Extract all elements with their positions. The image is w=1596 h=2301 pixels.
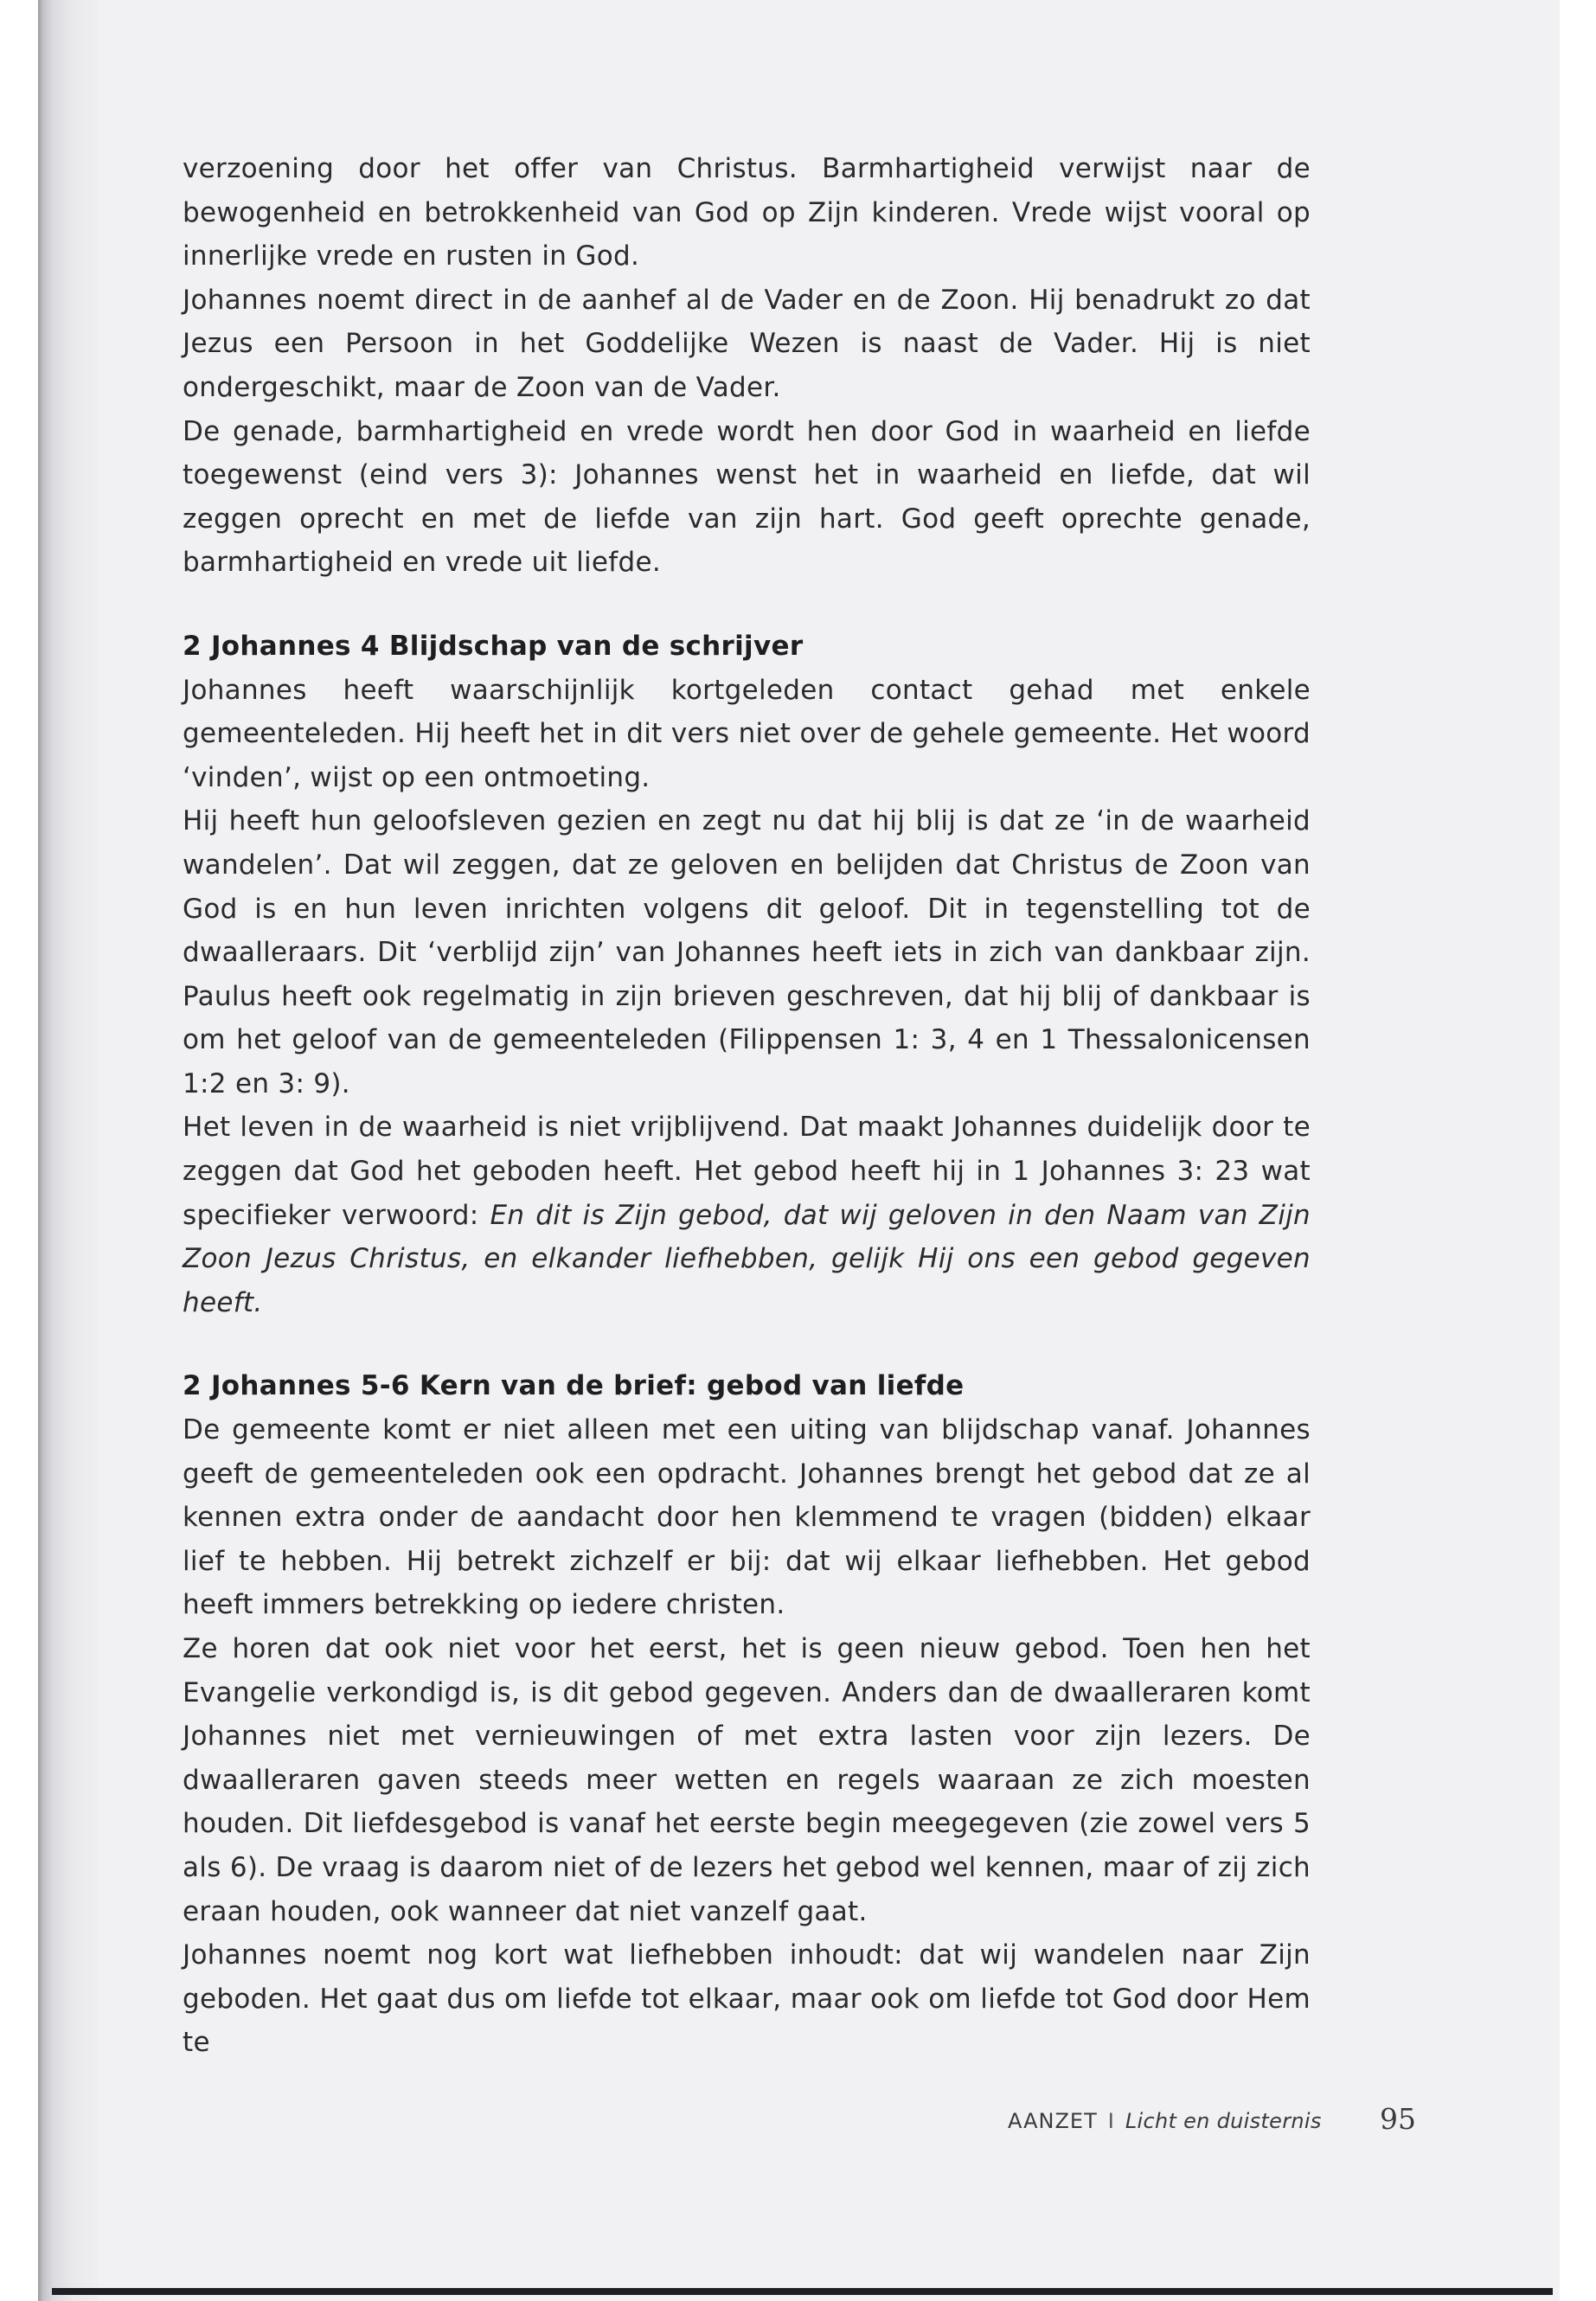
paragraph: Johannes noemt direct in de aanhef al de Vader en de Zoon. Hij benadrukt zo dat Jezus een Persoon in het Goddelijke Wezen is naast de Vader. Hij is niet ondergeschikt, maar de Zoon van de Vader. bbox=[183, 284, 1311, 403]
book-title: AANZET bbox=[1008, 2109, 1098, 2133]
scan-left-margin bbox=[0, 0, 38, 2301]
chapter-title: Licht en duisternis bbox=[1125, 2109, 1322, 2133]
paragraph: Ze horen dat ook niet voor het eerst, het is geen nieuw gebod. Toen hen het Evangelie verkondigd is, is dit gebod gegeven. Anders dan de dwaalleraren komt Johannes niet met vernieuwingen of met extra lasten voor zijn lezers. De dwaalleraren gaven steeds meer wetten en regels waaraan ze zich moesten houden. Dit liefdesgebod is vanaf het eerste begin meegegeven (zie zowel vers 5 als 6). De vraag is daarom niet of de lezers het gebod wel kennen, maar of zij zich eraan houden, ook wanneer dat niet vanzelf gaat. bbox=[183, 1633, 1311, 1927]
page-footer bbox=[1008, 2102, 1423, 2145]
scan-right-margin bbox=[1560, 0, 1596, 2301]
section-heading: 2 Johannes 4 Blijdschap van de schrijver bbox=[183, 630, 804, 662]
scan-bottom-edge bbox=[52, 2288, 1553, 2295]
book-binding-shadow bbox=[38, 0, 99, 2301]
section-heading: 2 Johannes 5-6 Kern van de brief: gebod van liefde bbox=[183, 1370, 965, 1402]
footer-separator: I bbox=[1107, 2109, 1115, 2133]
running-head bbox=[1008, 2109, 1322, 2133]
paragraph bbox=[183, 1106, 1311, 1324]
paragraph: De genade, barmhartigheid en vrede wordt hen door God in waarheid en liefde toegewenst (eind vers 3): Johannes wenst het in waarheid en liefde, dat wil zeggen oprecht en met de liefde van zijn hart. God geeft oprechte genade, barmhartigheid en vrede uit liefde. bbox=[183, 415, 1311, 579]
page-body bbox=[183, 147, 1311, 2065]
paragraph: Johannes noemt nog kort wat liefhebben inhoudt: dat wij wandelen naar Zijn geboden. Het gaat dus om liefde tot elkaar, maar ook om liefde tot God door Hem te bbox=[183, 1939, 1311, 2059]
paragraph-text: Het leven in de waarheid is niet vrijblijvend. Dat maakt Johannes duidelijk door te zeggen dat God het geboden heeft. Het gebod heeft hij in 1 Johannes 3: 23 wat specifieker verwoord: bbox=[183, 1112, 1311, 1231]
paragraph: De gemeente komt er niet alleen met een uiting van blijdschap vanaf. Johannes geeft de gemeenteleden ook een opdracht. Johannes brengt het gebod dat ze al kennen extra onder de aandacht door hen klemmend te vragen (bidden) elkaar lief te hebben. Hij betrekt zichzelf er bij: dat wij elkaar liefhebben. Het gebod heeft immers betrekking op iedere christen. bbox=[183, 1414, 1311, 1621]
paragraph: Hij heeft hun geloofsleven gezien en zegt nu dat hij blij is dat ze ‘in de waarheid wandelen’. Dat wil zeggen, dat ze geloven en belijden dat Christus de Zoon van God is en hun leven inrichten volgens dit geloof. Dit in tegenstelling tot de dwaalleraars. Dit ‘verblijd zijn’ van Johannes heeft iets in zich van dankbaar zijn. Paulus heeft ook regelmatig in zijn brieven geschreven, dat hij blij of dankbaar is om het geloof van de gemeenteleden (Filippensen 1: 3, 4 en 1 Thessalonicensen 1:2 en 3: 9). bbox=[183, 805, 1311, 1099]
paragraph: verzoening door het offer van Christus. Barmhartigheid verwijst naar de bewogenheid en betrokkenheid van God op Zijn kinderen. Vrede wijst vooral op innerlijke vrede en rusten in God. bbox=[183, 153, 1311, 272]
bible-quote: En dit is Zijn gebod, dat wij geloven in den Naam van Zijn Zoon Jezus Christus, en elkander liefhebben, gelijk Hij ons een gebod gegeven heeft. bbox=[183, 1199, 1311, 1318]
paragraph: Johannes heeft waarschijnlijk kortgeleden contact gehad met enkele gemeenteleden. Hij heeft het in dit vers niet over de gehele gemeente. Het woord ‘vinden’, wijst op een ontmoeting. bbox=[183, 674, 1311, 793]
page-number: 95 bbox=[1380, 2102, 1416, 2136]
